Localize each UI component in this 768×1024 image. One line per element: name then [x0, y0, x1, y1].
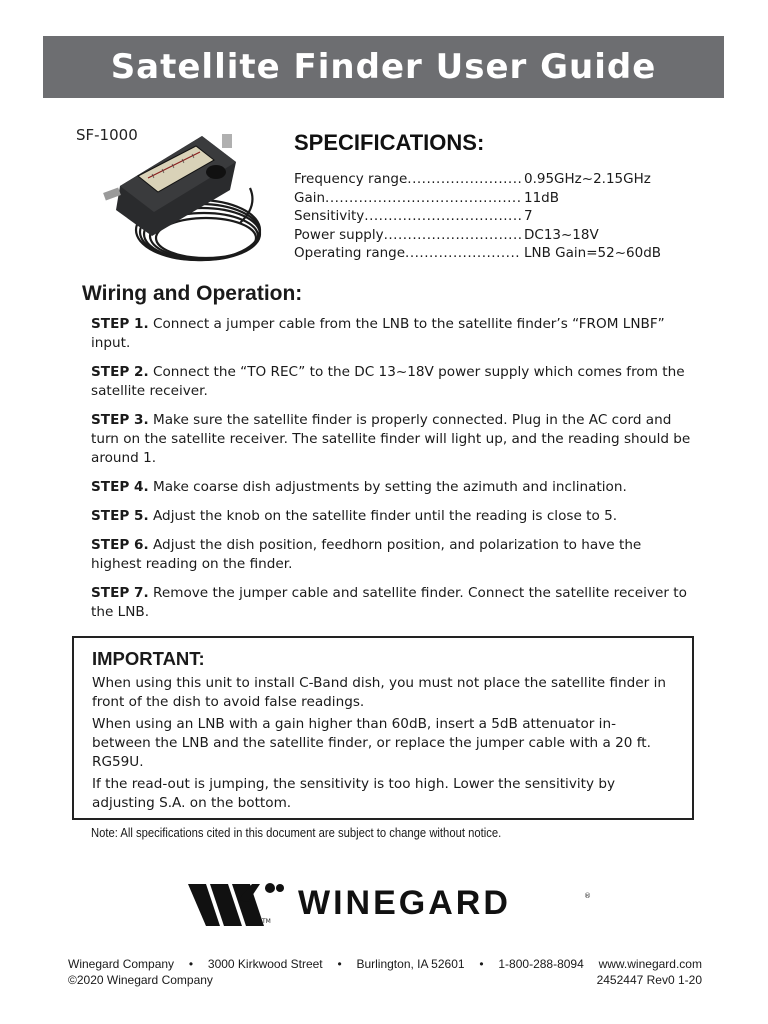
spec-label: Operating range [294, 245, 406, 261]
satellite-finder-image [100, 128, 270, 278]
step-text: Adjust the dish position, feedhorn position, and polarization to have the highest reading on the finder. [91, 537, 642, 572]
spec-label: Sensitivity [294, 208, 365, 224]
step-item [91, 536, 691, 574]
step-text: Connect a jumper cable from the LNB to the satellite finder’s “FROM LNBF” input. [91, 316, 665, 351]
important-heading: IMPORTANT: [92, 648, 205, 669]
step-text: Adjust the knob on the satellite finder until the reading is close to 5. [153, 508, 618, 524]
footer-address: 3000 Kirkwood Street [207, 957, 323, 971]
spec-value: 11dB [524, 189, 560, 206]
step-text: Make coarse dish adjustments by setting the azimuth and inclination. [153, 479, 627, 495]
footer-city: Burlington, IA 52601 [356, 957, 465, 971]
model-label: SF-1000 [76, 126, 138, 144]
footer [68, 956, 702, 988]
spec-label: Frequency range [294, 171, 408, 187]
step-item [91, 363, 691, 401]
spec-label: Gain [294, 189, 326, 206]
step-number: STEP 3. [91, 412, 149, 428]
spec-label: Power supply [294, 226, 384, 243]
step-number: STEP 1. [91, 316, 149, 332]
footer-copyright: ©2020 Winegard Company [68, 973, 213, 987]
leader-dots [364, 207, 521, 226]
footer-bullet: • [188, 957, 194, 971]
step-number: STEP 7. [91, 585, 149, 601]
spec-row [294, 244, 694, 263]
step-number: STEP 4. [91, 479, 149, 495]
page-title: Satellite Finder User Guide [110, 47, 657, 87]
footer-phone: 1-800-288-8094 [498, 957, 584, 971]
step-number: STEP 6. [91, 537, 149, 553]
footer-bullet: • [337, 957, 342, 971]
footer-contact-line [68, 956, 702, 972]
step-text: Make sure the satellite finder is properly connected. Plug in the AC cord and turn on the satellite receiver. The satellite finder will light up, and the reading should be around 1. [91, 412, 691, 466]
spec-row [294, 189, 694, 208]
disclaimer-note: Note: All specifications cited in this document are subject to change without notice. [91, 826, 502, 840]
spec-value: DC13~18V [524, 226, 599, 243]
footer-website: www.winegard.com [598, 957, 702, 971]
leader-dots [405, 244, 521, 263]
footer-company: Winegard Company [68, 957, 175, 971]
spec-value: 7 [524, 208, 533, 224]
leader-dots [384, 226, 521, 245]
specifications-list [294, 170, 694, 263]
steps-list [91, 315, 691, 632]
step-item [91, 315, 691, 353]
step-item [91, 411, 691, 468]
specifications-heading: SPECIFICATIONS: [294, 130, 485, 155]
trademark-mark: TM [262, 918, 271, 925]
step-number: STEP 5. [91, 508, 149, 524]
registered-mark: ® [584, 892, 591, 900]
leader-dots [325, 189, 521, 208]
step-item [91, 507, 691, 526]
important-paragraph: When using an LNB with a gain higher than 60dB, insert a 5dB attenuator in-between the LNB and the satellite finder, or replace the jumper cable with a 20 ft. RG59U. [92, 716, 651, 770]
footer-doc-number: 2452447 Rev0 1-20 [596, 973, 702, 987]
wiring-heading: Wiring and Operation: [82, 282, 303, 305]
spec-row [294, 226, 694, 245]
title-banner [43, 36, 724, 98]
footer-bullet: • [479, 957, 484, 971]
spec-row [294, 170, 694, 189]
spec-value: LNB Gain=52~60dB [524, 245, 662, 261]
leader-dots [407, 170, 521, 189]
footer-copyright-line [68, 972, 702, 988]
step-item [91, 478, 691, 497]
step-text: Connect the “TO REC” to the DC 13~18V power supply which comes from the satellite receiver. [91, 364, 685, 399]
spec-value: 0.95GHz~2.15GHz [524, 171, 651, 187]
step-number: STEP 2. [91, 364, 149, 380]
brand-name: WINEGARD [298, 884, 511, 922]
important-box [72, 636, 694, 820]
important-paragraph: When using this unit to install C-Band dish, you must not place the satellite finder in front of the dish to avoid false readings. [92, 675, 666, 710]
step-item [91, 584, 691, 622]
spec-row [294, 207, 694, 226]
step-text: Remove the jumper cable and satellite finder. Connect the satellite receiver to the LNB. [91, 585, 687, 620]
important-paragraph: If the read-out is jumping, the sensitivity is too high. Lower the sensitivity by adjusting S.A. on the bottom. [92, 776, 616, 811]
